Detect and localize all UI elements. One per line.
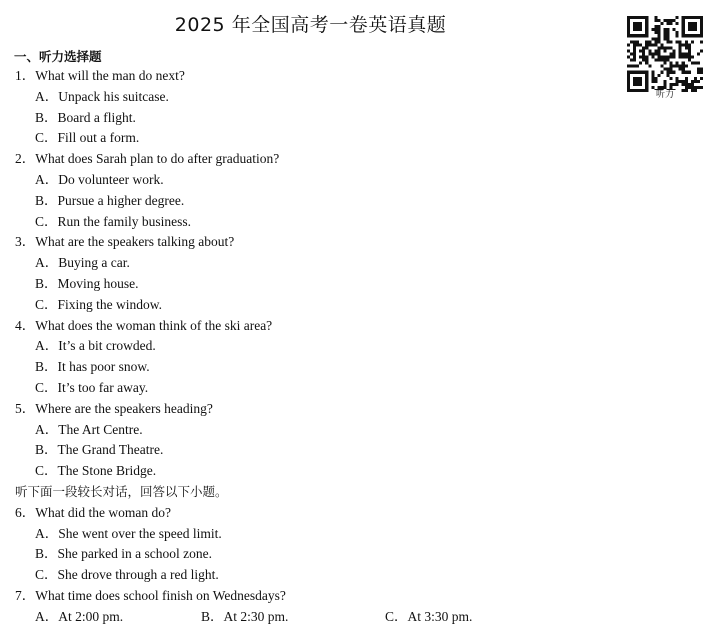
question-2-option-c: C．Run the family business. bbox=[35, 213, 192, 229]
question-1-option-a: A．Unpack his suitcase. bbox=[35, 88, 169, 104]
question-stem: What will the man do next? bbox=[35, 68, 185, 83]
question-5-option-b: B．The Grand Theatre. bbox=[35, 442, 164, 458]
question-number: 2 bbox=[15, 151, 22, 167]
question-number: 3 bbox=[15, 234, 22, 250]
question-2-option-b: B．Pursue a higher degree. bbox=[35, 192, 185, 208]
question-number: 6 bbox=[15, 504, 22, 520]
question-4: 4．What does the woman think of the ski area? bbox=[15, 317, 273, 333]
question-stem: What time does school finish on Wednesdays? bbox=[35, 587, 286, 603]
page-title: 2025 年全国高考一卷英语真题 bbox=[174, 14, 447, 36]
question-stem: Where are the speakers heading? bbox=[35, 400, 213, 416]
question-number: 4 bbox=[15, 317, 22, 333]
question-7: 7．What time does school finish on Wednesdays? bbox=[15, 587, 286, 603]
question-7-option-b: B．At 2:30 pm. bbox=[201, 608, 289, 624]
question-4-option-b: B．It has poor snow. bbox=[35, 359, 150, 375]
question-number: 5 bbox=[15, 400, 22, 416]
question-list bbox=[0, 66, 721, 628]
question-number: 7 bbox=[15, 587, 22, 603]
listening-instruction: 听下面一段较长对话，回答以下小题。 bbox=[15, 483, 228, 499]
question-number: 1 bbox=[15, 68, 22, 83]
question-1: 1．What will the man do next? bbox=[15, 68, 185, 83]
question-stem: What did the woman do? bbox=[35, 504, 171, 520]
question-3-option-b: B．Moving house. bbox=[35, 275, 139, 291]
qr-caption: 听力 bbox=[656, 90, 675, 100]
question-stem: What does the woman think of the ski area? bbox=[35, 317, 273, 333]
section-heading: 一、听力选择题 bbox=[14, 49, 102, 64]
question-3-option-c: C．Fixing the window. bbox=[35, 296, 163, 312]
question-5-option-c: C．The Stone Bridge. bbox=[35, 463, 157, 479]
question-2-option-a: A．Do volunteer work. bbox=[35, 171, 164, 187]
question-6-option-c: C．She drove through a red light. bbox=[35, 567, 219, 583]
question-5: 5．Where are the speakers heading? bbox=[15, 400, 213, 416]
question-7-options bbox=[0, 607, 721, 628]
question-7-option-a: A．At 2:00 pm. bbox=[35, 608, 124, 624]
question-stem: What are the speakers talking about? bbox=[35, 234, 235, 250]
question-6-option-a: A．She went over the speed limit. bbox=[35, 525, 222, 541]
question-4-option-c: C．It’s too far away. bbox=[35, 379, 149, 395]
question-5-option-a: A．The Art Centre. bbox=[35, 421, 143, 437]
question-4-option-a: A．It’s a bit crowded. bbox=[35, 338, 156, 354]
question-3-option-a: A．Buying a car. bbox=[35, 255, 130, 271]
question-1-option-b: B．Board a flight. bbox=[35, 109, 136, 125]
question-6: 6．What did the woman do? bbox=[15, 504, 171, 520]
question-3: 3．What are the speakers talking about? bbox=[15, 234, 235, 250]
question-2: 2．What does Sarah plan to do after graduation? bbox=[15, 151, 280, 167]
question-7-option-c: C．At 3:30 pm. bbox=[385, 608, 473, 624]
question-1-option-c: C．Fill out a form. bbox=[35, 130, 140, 146]
question-6-option-b: B．She parked in a school zone. bbox=[35, 546, 212, 562]
question-stem: What does Sarah plan to do after graduation? bbox=[35, 151, 280, 167]
